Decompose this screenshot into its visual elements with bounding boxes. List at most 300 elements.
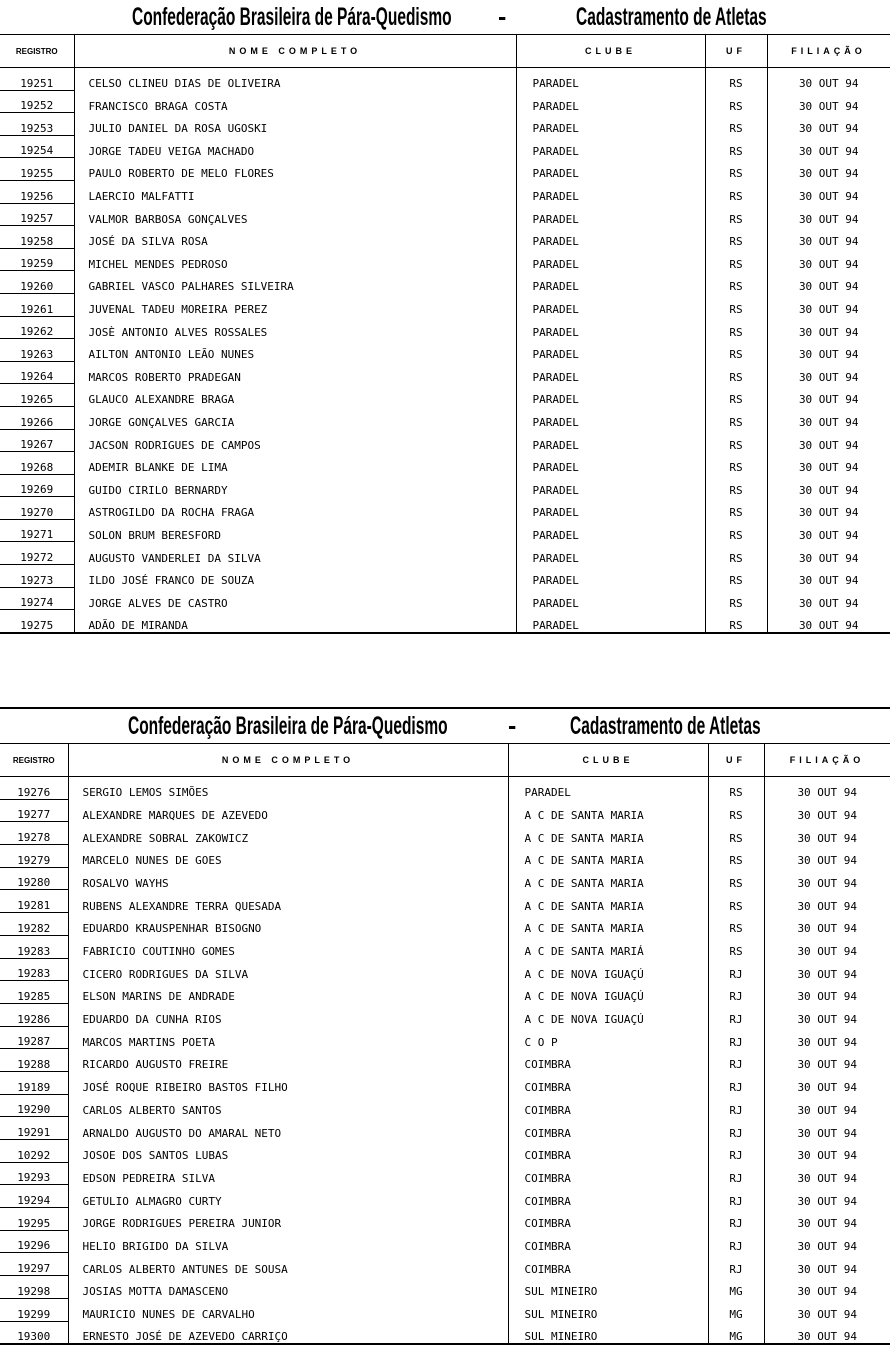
cell-uf-text: RS: [719, 213, 752, 226]
cell-nome-text: AILTON ANTONIO LEÃO NUNES: [89, 348, 275, 361]
title-confederation: Confederação Brasileira de Pára-Quedismo: [128, 712, 448, 740]
cell-clube-text: PARADEL: [533, 280, 619, 293]
registration-sheet-2: [0, 707, 890, 1345]
cell-uf-text: MG: [719, 1285, 752, 1298]
cell-filiacao: [764, 935, 890, 958]
cell-clube-text: A C DE NOVA IGUAÇÚ: [525, 990, 684, 1003]
cell-nome: [68, 1298, 508, 1321]
cell-uf: [705, 497, 767, 520]
cell-clube: [508, 1094, 708, 1117]
cell-uf: [705, 90, 767, 113]
cell-nome: [68, 1094, 508, 1117]
athletes-table: [0, 743, 890, 1345]
table-row: [0, 981, 890, 1004]
cell-nome: [74, 429, 516, 452]
table-row: [0, 203, 890, 226]
cell-uf-text: RS: [719, 326, 752, 339]
header-registro: REGISTRO: [0, 744, 68, 777]
cell-filiacao: [764, 1230, 890, 1253]
cell-uf: [705, 316, 767, 339]
cell-nome-text: AUGUSTO VANDERLEI DA SILVA: [89, 552, 281, 565]
cell-registro: 19297: [0, 1253, 68, 1276]
cell-clube: [508, 867, 708, 890]
cell-uf-text: MG: [719, 1308, 752, 1321]
cell-clube-text: PARADEL: [533, 439, 619, 452]
cell-filiacao-text: 30 OUT 94: [791, 461, 867, 474]
cell-registro: 19290: [0, 1094, 68, 1117]
cell-nome-text: HELIO BRIGIDO DA SILVA: [83, 1240, 249, 1253]
cell-clube-text: A C DE SANTA MARIA: [525, 922, 684, 935]
cell-uf: [705, 68, 767, 91]
cell-filiacao: [767, 113, 890, 136]
cell-registro: 19283: [0, 958, 68, 981]
table-row: [0, 384, 890, 407]
cell-uf: [705, 135, 767, 158]
cell-clube-text: PARADEL: [533, 145, 619, 158]
cell-filiacao: [767, 497, 890, 520]
cell-clube: [508, 1140, 708, 1163]
cell-nome-text: SERGIO LEMOS SIMÕES: [83, 786, 229, 799]
cell-uf-text: RS: [719, 945, 752, 958]
registration-sheet-1: [0, 0, 890, 634]
table-row: [0, 1208, 890, 1231]
cell-filiacao-text: 30 OUT 94: [791, 145, 867, 158]
table-row: [0, 1026, 890, 1049]
cell-filiacao: [767, 248, 890, 271]
cell-clube-text: A C DE SANTA MARIA: [525, 854, 684, 867]
cell-filiacao: [764, 1049, 890, 1072]
cell-uf: [708, 1230, 764, 1253]
cell-filiacao-text: 30 OUT 94: [791, 258, 867, 271]
cell-uf: [708, 935, 764, 958]
cell-registro: 19285: [0, 981, 68, 1004]
cell-filiacao-text: 30 OUT 94: [789, 1172, 865, 1185]
cell-uf-text: RS: [719, 77, 752, 90]
cell-uf-text: RS: [719, 786, 752, 799]
cell-clube-text: PARADEL: [525, 786, 611, 799]
table-row: [0, 845, 890, 868]
cell-nome: [74, 135, 516, 158]
cell-nome: [68, 1321, 508, 1344]
cell-clube: [508, 1162, 708, 1185]
cell-filiacao: [764, 1185, 890, 1208]
header-registro: REGISTRO: [0, 35, 74, 68]
table-row: [0, 158, 890, 181]
table-row: [0, 113, 890, 136]
cell-nome: [68, 1276, 508, 1299]
cell-registro: 19281: [0, 890, 68, 913]
cell-clube: [516, 610, 705, 633]
cell-uf: [708, 1298, 764, 1321]
cell-clube-text: COIMBRA: [525, 1240, 611, 1253]
cell-nome-text: MARCOS MARTINS POETA: [83, 1036, 235, 1049]
cell-clube: [516, 90, 705, 113]
cell-nome-text: EDUARDO DA CUNHA RIOS: [83, 1013, 242, 1026]
cell-filiacao-text: 30 OUT 94: [789, 1240, 865, 1253]
cell-nome: [68, 1026, 508, 1049]
cell-uf: [708, 1253, 764, 1276]
cell-registro: 19263: [0, 339, 74, 362]
cell-uf-text: RJ: [719, 1240, 752, 1253]
cell-uf-text: RS: [719, 416, 752, 429]
cell-filiacao: [764, 1140, 890, 1163]
cell-clube: [508, 1321, 708, 1344]
cell-nome: [68, 935, 508, 958]
cell-nome-text: GLAUCO ALEXANDRE BRAGA: [89, 393, 255, 406]
cell-nome-text: MARCELO NUNES DE GOES: [83, 854, 242, 867]
cell-filiacao: [764, 799, 890, 822]
cell-registro: 19298: [0, 1276, 68, 1299]
cell-filiacao-text: 30 OUT 94: [789, 786, 865, 799]
cell-clube-text: PARADEL: [533, 122, 619, 135]
cell-nome-text: ADÃO DE MIRANDA: [89, 619, 208, 633]
cell-clube-text: A C DE SANTA MARIA: [525, 877, 684, 890]
cell-registro: 19299: [0, 1298, 68, 1321]
cell-filiacao-text: 30 OUT 94: [791, 280, 867, 293]
cell-clube-text: PARADEL: [533, 326, 619, 339]
cell-nome-text: ADEMIR BLANKE DE LIMA: [89, 461, 248, 474]
cell-uf: [705, 226, 767, 249]
cell-clube-text: COIMBRA: [525, 1195, 611, 1208]
cell-filiacao: [764, 1094, 890, 1117]
cell-filiacao-text: 30 OUT 94: [791, 235, 867, 248]
cell-uf-text: RJ: [719, 1127, 752, 1140]
cell-filiacao: [767, 68, 890, 91]
cell-nome: [74, 361, 516, 384]
cell-uf-text: RS: [719, 597, 752, 610]
cell-filiacao-text: 30 OUT 94: [789, 854, 865, 867]
cell-uf: [705, 361, 767, 384]
cell-filiacao: [767, 384, 890, 407]
cell-clube-text: PARADEL: [533, 235, 619, 248]
cell-uf-text: RS: [719, 439, 752, 452]
table-row: [0, 1276, 890, 1299]
cell-registro: 19267: [0, 429, 74, 452]
cell-filiacao-text: 30 OUT 94: [791, 190, 867, 203]
cell-clube-text: A C DE NOVA IGUAÇÚ: [525, 1013, 684, 1026]
cell-clube: [516, 203, 705, 226]
cell-filiacao-text: 30 OUT 94: [789, 922, 865, 935]
cell-registro: 19288: [0, 1049, 68, 1072]
table-row: [0, 1140, 890, 1163]
cell-nome: [74, 90, 516, 113]
table-row: [0, 361, 890, 384]
cell-filiacao: [767, 293, 890, 316]
table-row: [0, 1185, 890, 1208]
cell-nome-text: ASTROGILDO DA ROCHA FRAGA: [89, 506, 275, 519]
cell-filiacao: [767, 610, 890, 633]
cell-nome: [68, 981, 508, 1004]
cell-uf-text: RS: [719, 280, 752, 293]
cell-filiacao-text: 30 OUT 94: [789, 968, 865, 981]
cell-registro: 19258: [0, 226, 74, 249]
cell-nome: [68, 913, 508, 936]
cell-filiacao-text: 30 OUT 94: [789, 1127, 865, 1140]
table-row: [0, 1230, 890, 1253]
cell-registro: 19272: [0, 542, 74, 565]
cell-uf-text: RS: [719, 619, 752, 633]
cell-nome-text: VALMOR BARBOSA GONÇALVES: [89, 213, 268, 226]
cell-uf: [705, 180, 767, 203]
cell-filiacao: [767, 587, 890, 610]
cell-uf: [705, 293, 767, 316]
cell-nome-text: MARCOS ROBERTO PRADEGAN: [89, 371, 261, 384]
cell-nome: [68, 1185, 508, 1208]
cell-uf: [705, 113, 767, 136]
cell-uf: [705, 452, 767, 475]
cell-clube: [516, 339, 705, 362]
cell-filiacao-text: 30 OUT 94: [789, 1330, 865, 1344]
cell-nome: [68, 958, 508, 981]
cell-registro: 19294: [0, 1185, 68, 1208]
cell-nome-text: SOLON BRUM BERESFORD: [89, 529, 241, 542]
cell-registro: 19276: [0, 777, 68, 800]
table-row: [0, 316, 890, 339]
cell-clube: [516, 248, 705, 271]
cell-nome: [68, 1003, 508, 1026]
table-header-row: [0, 35, 890, 68]
cell-clube-text: COIMBRA: [525, 1149, 611, 1162]
cell-nome-text: CELSO CLINEU DIAS DE OLIVEIRA: [89, 77, 301, 90]
cell-uf-text: RS: [719, 574, 752, 587]
cell-filiacao: [767, 203, 890, 226]
cell-clube-text: COIMBRA: [525, 1263, 611, 1276]
cell-filiacao-text: 30 OUT 94: [789, 1308, 865, 1321]
cell-uf-text: RS: [719, 809, 752, 822]
table-row: [0, 339, 890, 362]
cell-uf: [705, 610, 767, 633]
cell-nome-text: JUVENAL TADEU MOREIRA PEREZ: [89, 303, 288, 316]
cell-uf-text: RS: [719, 900, 752, 913]
cell-clube-text: COIMBRA: [525, 1104, 611, 1117]
title-confederation: Confederação Brasileira de Pára-Quedismo: [132, 3, 452, 31]
cell-nome-text: JORGE GONÇALVES GARCIA: [89, 416, 255, 429]
cell-registro: 19296: [0, 1230, 68, 1253]
cell-nome: [68, 1162, 508, 1185]
cell-registro: 19300: [0, 1321, 68, 1344]
cell-clube: [508, 1117, 708, 1140]
cell-clube: [516, 226, 705, 249]
cell-filiacao-text: 30 OUT 94: [791, 439, 867, 452]
table-row: [0, 1162, 890, 1185]
cell-clube: [516, 293, 705, 316]
cell-filiacao-text: 30 OUT 94: [791, 371, 867, 384]
cell-nome: [74, 158, 516, 181]
table-row: [0, 890, 890, 913]
table-row: [0, 935, 890, 958]
cell-filiacao: [764, 1117, 890, 1140]
table-row: [0, 519, 890, 542]
cell-nome-text: JULIO DANIEL DA ROSA UGOSKI: [89, 122, 288, 135]
cell-clube: [516, 113, 705, 136]
cell-registro: 19295: [0, 1208, 68, 1231]
cell-filiacao-text: 30 OUT 94: [791, 122, 867, 135]
cell-nome: [74, 248, 516, 271]
cell-nome: [74, 587, 516, 610]
cell-nome-text: EDSON PEDREIRA SILVA: [83, 1172, 235, 1185]
cell-uf-text: RS: [719, 832, 752, 845]
cell-nome-text: PAULO ROBERTO DE MELO FLORES: [89, 167, 294, 180]
cell-clube: [508, 1071, 708, 1094]
cell-filiacao: [764, 867, 890, 890]
cell-clube: [516, 158, 705, 181]
cell-filiacao-text: 30 OUT 94: [791, 77, 867, 90]
title-registration: Cadastramento de Atletas: [576, 3, 767, 31]
cell-clube: [508, 799, 708, 822]
cell-clube: [508, 1298, 708, 1321]
cell-clube: [516, 406, 705, 429]
title-dash: -: [508, 712, 517, 740]
cell-nome-text: JOSÉ DA SILVA ROSA: [89, 235, 228, 248]
cell-nome: [74, 406, 516, 429]
cell-nome-text: ALEXANDRE SOBRAL ZAKOWICZ: [83, 832, 269, 845]
cell-uf: [705, 429, 767, 452]
cell-uf: [705, 271, 767, 294]
table-row: [0, 1117, 890, 1140]
table-row: [0, 799, 890, 822]
cell-registro: 19254: [0, 135, 74, 158]
sheet-title: [0, 0, 890, 34]
cell-registro: 19252: [0, 90, 74, 113]
cell-filiacao-text: 30 OUT 94: [791, 416, 867, 429]
cell-uf-text: RJ: [719, 1149, 752, 1162]
cell-filiacao-text: 30 OUT 94: [789, 1081, 865, 1094]
table-row: [0, 913, 890, 936]
cell-filiacao: [767, 316, 890, 339]
cell-uf: [708, 1208, 764, 1231]
cell-nome-text: LAERCIO MALFATTI: [89, 190, 215, 203]
cell-registro: 19257: [0, 203, 74, 226]
cell-uf: [705, 248, 767, 271]
cell-uf: [708, 1071, 764, 1094]
cell-clube: [508, 890, 708, 913]
table-header-row: [0, 744, 890, 777]
cell-filiacao-text: 30 OUT 94: [791, 574, 867, 587]
cell-filiacao-text: 30 OUT 94: [789, 1195, 865, 1208]
table-row: [0, 68, 890, 91]
cell-filiacao-text: 30 OUT 94: [791, 506, 867, 519]
cell-uf-text: RS: [719, 393, 752, 406]
cell-uf: [708, 1140, 764, 1163]
cell-clube-text: A C DE SANTA MARIA: [525, 900, 684, 913]
cell-uf: [705, 158, 767, 181]
cell-clube-text: PARADEL: [533, 597, 619, 610]
cell-nome-text: JOSOE DOS SANTOS LUBAS: [83, 1149, 249, 1162]
cell-nome-text: ARNALDO AUGUSTO DO AMARAL NETO: [83, 1127, 302, 1140]
cell-registro: 19255: [0, 158, 74, 181]
cell-clube: [516, 474, 705, 497]
cell-nome-text: JACSON RODRIGUES DE CAMPOS: [89, 439, 281, 452]
cell-nome-text: EDUARDO KRAUSPENHAR BISOGNO: [83, 922, 282, 935]
cell-nome: [74, 203, 516, 226]
cell-nome: [74, 271, 516, 294]
cell-clube: [508, 777, 708, 800]
cell-nome: [68, 1071, 508, 1094]
cell-filiacao-text: 30 OUT 94: [789, 832, 865, 845]
cell-uf-text: RJ: [719, 1263, 752, 1276]
cell-uf-text: RS: [719, 303, 752, 316]
cell-clube: [516, 429, 705, 452]
cell-nome: [68, 1253, 508, 1276]
cell-registro: 19271: [0, 519, 74, 542]
cell-uf: [708, 1094, 764, 1117]
cell-clube-text: PARADEL: [533, 348, 619, 361]
cell-nome: [68, 890, 508, 913]
cell-clube-text: PARADEL: [533, 393, 619, 406]
cell-registro: 10292: [0, 1140, 68, 1163]
cell-registro: 19274: [0, 587, 74, 610]
cell-nome: [74, 519, 516, 542]
cell-registro: 19261: [0, 293, 74, 316]
cell-registro: 19259: [0, 248, 74, 271]
cell-registro: 19291: [0, 1117, 68, 1140]
cell-clube: [516, 361, 705, 384]
cell-uf-text: RS: [719, 145, 752, 158]
cell-uf-text: RS: [719, 877, 752, 890]
cell-uf-text: RS: [719, 371, 752, 384]
cell-clube-text: PARADEL: [533, 552, 619, 565]
cell-filiacao: [764, 822, 890, 845]
cell-filiacao: [764, 1071, 890, 1094]
cell-filiacao-text: 30 OUT 94: [789, 1058, 865, 1071]
table-row: [0, 90, 890, 113]
cell-filiacao-text: 30 OUT 94: [789, 990, 865, 1003]
cell-filiacao: [764, 958, 890, 981]
cell-uf-text: RJ: [719, 1058, 752, 1071]
table-row: [0, 777, 890, 800]
cell-uf-text: RS: [719, 122, 752, 135]
cell-clube-text: COIMBRA: [525, 1217, 611, 1230]
cell-clube-text: PARADEL: [533, 190, 619, 203]
cell-clube-text: PARADEL: [533, 167, 619, 180]
cell-nome-text: CARLOS ALBERTO SANTOS: [83, 1104, 242, 1117]
cell-registro: 19262: [0, 316, 74, 339]
cell-clube-text: PARADEL: [533, 574, 619, 587]
cell-clube: [508, 1253, 708, 1276]
cell-nome-text: FRANCISCO BRAGA COSTA: [89, 100, 248, 113]
header-clube: CLUBE: [516, 35, 705, 68]
cell-registro: 19275: [0, 610, 74, 633]
cell-uf-text: RS: [719, 529, 752, 542]
table-row: [0, 271, 890, 294]
table-row: [0, 497, 890, 520]
cell-nome-text: CARLOS ALBERTO ANTUNES DE SOUSA: [83, 1263, 308, 1276]
table-row: [0, 1298, 890, 1321]
cell-filiacao: [764, 1321, 890, 1344]
cell-nome: [68, 1230, 508, 1253]
cell-nome: [68, 799, 508, 822]
cell-uf-text: RJ: [719, 1172, 752, 1185]
cell-uf-text: RJ: [719, 968, 752, 981]
cell-filiacao: [764, 777, 890, 800]
header-nome: NOME COMPLETO: [74, 35, 516, 68]
cell-registro: 19287: [0, 1026, 68, 1049]
header-uf: UF: [705, 35, 767, 68]
cell-filiacao: [767, 542, 890, 565]
cell-nome: [74, 452, 516, 475]
cell-nome-text: ALEXANDRE MARQUES DE AZEVEDO: [83, 809, 288, 822]
cell-clube: [508, 1185, 708, 1208]
cell-uf: [705, 474, 767, 497]
athletes-table: [0, 34, 890, 634]
cell-nome-text: JOSIAS MOTTA DAMASCENO: [83, 1285, 249, 1298]
cell-clube-text: PARADEL: [533, 619, 619, 633]
cell-filiacao: [767, 90, 890, 113]
cell-filiacao: [764, 1253, 890, 1276]
cell-uf: [708, 777, 764, 800]
cell-filiacao: [767, 429, 890, 452]
cell-filiacao-text: 30 OUT 94: [791, 393, 867, 406]
